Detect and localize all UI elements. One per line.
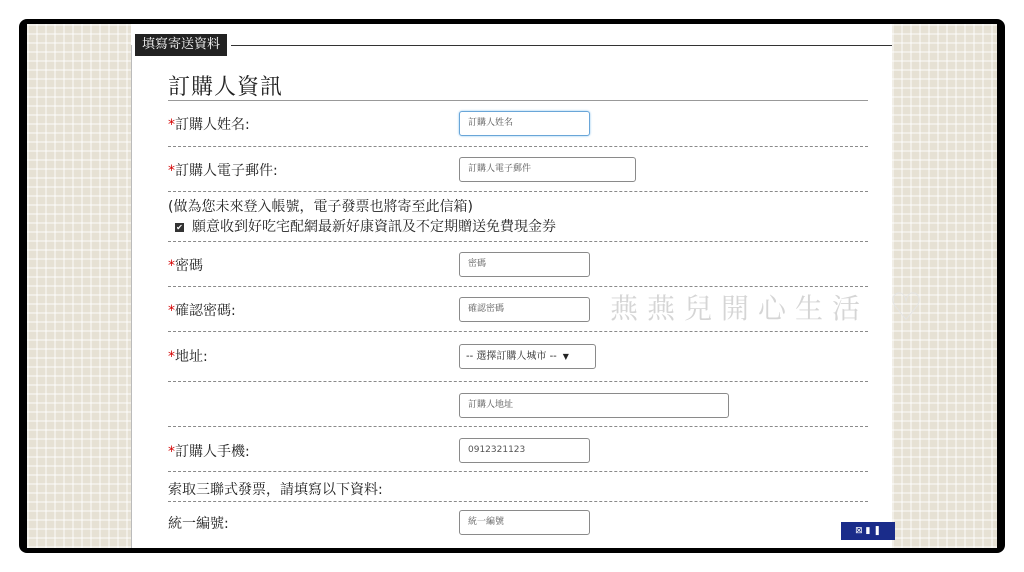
city-select-value: -- 選擇訂購人城市 -- [466, 351, 557, 362]
password-input[interactable]: 密碼 [459, 252, 590, 277]
email-note: (做為您未來登入帳號，電子發票也將寄至此信箱) [168, 199, 473, 215]
name-label-text: 訂購人姓名: [175, 117, 250, 133]
invoice-note: 索取三聯式發票，請填寫以下資料: [168, 482, 383, 498]
confirm-password-input[interactable]: 確認密碼 [459, 297, 590, 322]
name-label [168, 114, 250, 134]
newsletter-option[interactable] [175, 216, 556, 236]
section-rule [231, 45, 892, 46]
row-divider [168, 501, 868, 502]
row-divider [168, 471, 868, 472]
panel-left-border [131, 45, 132, 548]
form-panel [131, 24, 892, 548]
tax-id-label: 統一編號: [168, 516, 229, 532]
tax-id-input[interactable]: 統一編號 [459, 510, 590, 535]
email-label-text: 訂購人電子郵件: [175, 163, 278, 179]
mobile-input[interactable]: 0912321123 [459, 438, 590, 463]
required-mark: * [168, 444, 175, 460]
city-select[interactable] [459, 344, 596, 369]
required-mark: * [168, 117, 175, 133]
required-mark: * [168, 349, 175, 365]
email-label [168, 160, 278, 180]
background-pattern-left [27, 24, 132, 548]
row-divider [168, 146, 868, 147]
password-label [168, 255, 203, 275]
mobile-label [168, 441, 250, 461]
blog-watermark: 燕燕兒開心生活 [610, 292, 870, 325]
heart-icon: ♡ [889, 285, 924, 329]
address-label [168, 346, 208, 366]
toolbar-badge[interactable]: ⊠ ▮ ❚ [841, 522, 895, 540]
newsletter-checkbox[interactable]: ✔ [176, 223, 183, 232]
password-label-text: 密碼 [175, 258, 203, 274]
email-input[interactable]: 訂購人電子郵件 [459, 157, 636, 182]
required-mark: * [168, 303, 175, 319]
page-title: 訂購人資訊 [168, 75, 284, 100]
confirm-password-label-text: 確認密碼: [175, 303, 236, 319]
row-divider [168, 331, 868, 332]
address-input[interactable]: 訂購人地址 [459, 393, 729, 418]
row-divider [168, 191, 868, 192]
row-divider [168, 381, 868, 382]
section-tab: 填寫寄送資料 [135, 34, 227, 56]
address-label-text: 地址: [175, 349, 208, 365]
row-divider [168, 241, 868, 242]
name-input[interactable]: 訂購人姓名 [459, 111, 590, 136]
dropdown-arrow-icon: ▼ [562, 352, 569, 361]
mobile-label-text: 訂購人手機: [175, 444, 250, 460]
heading-divider [168, 100, 868, 101]
newsletter-label: 願意收到好吃宅配網最新好康資訊及不定期贈送免費現金券 [192, 219, 556, 235]
confirm-password-label [168, 300, 236, 320]
required-mark: * [168, 258, 175, 274]
row-divider [168, 426, 868, 427]
required-mark: * [168, 163, 175, 179]
